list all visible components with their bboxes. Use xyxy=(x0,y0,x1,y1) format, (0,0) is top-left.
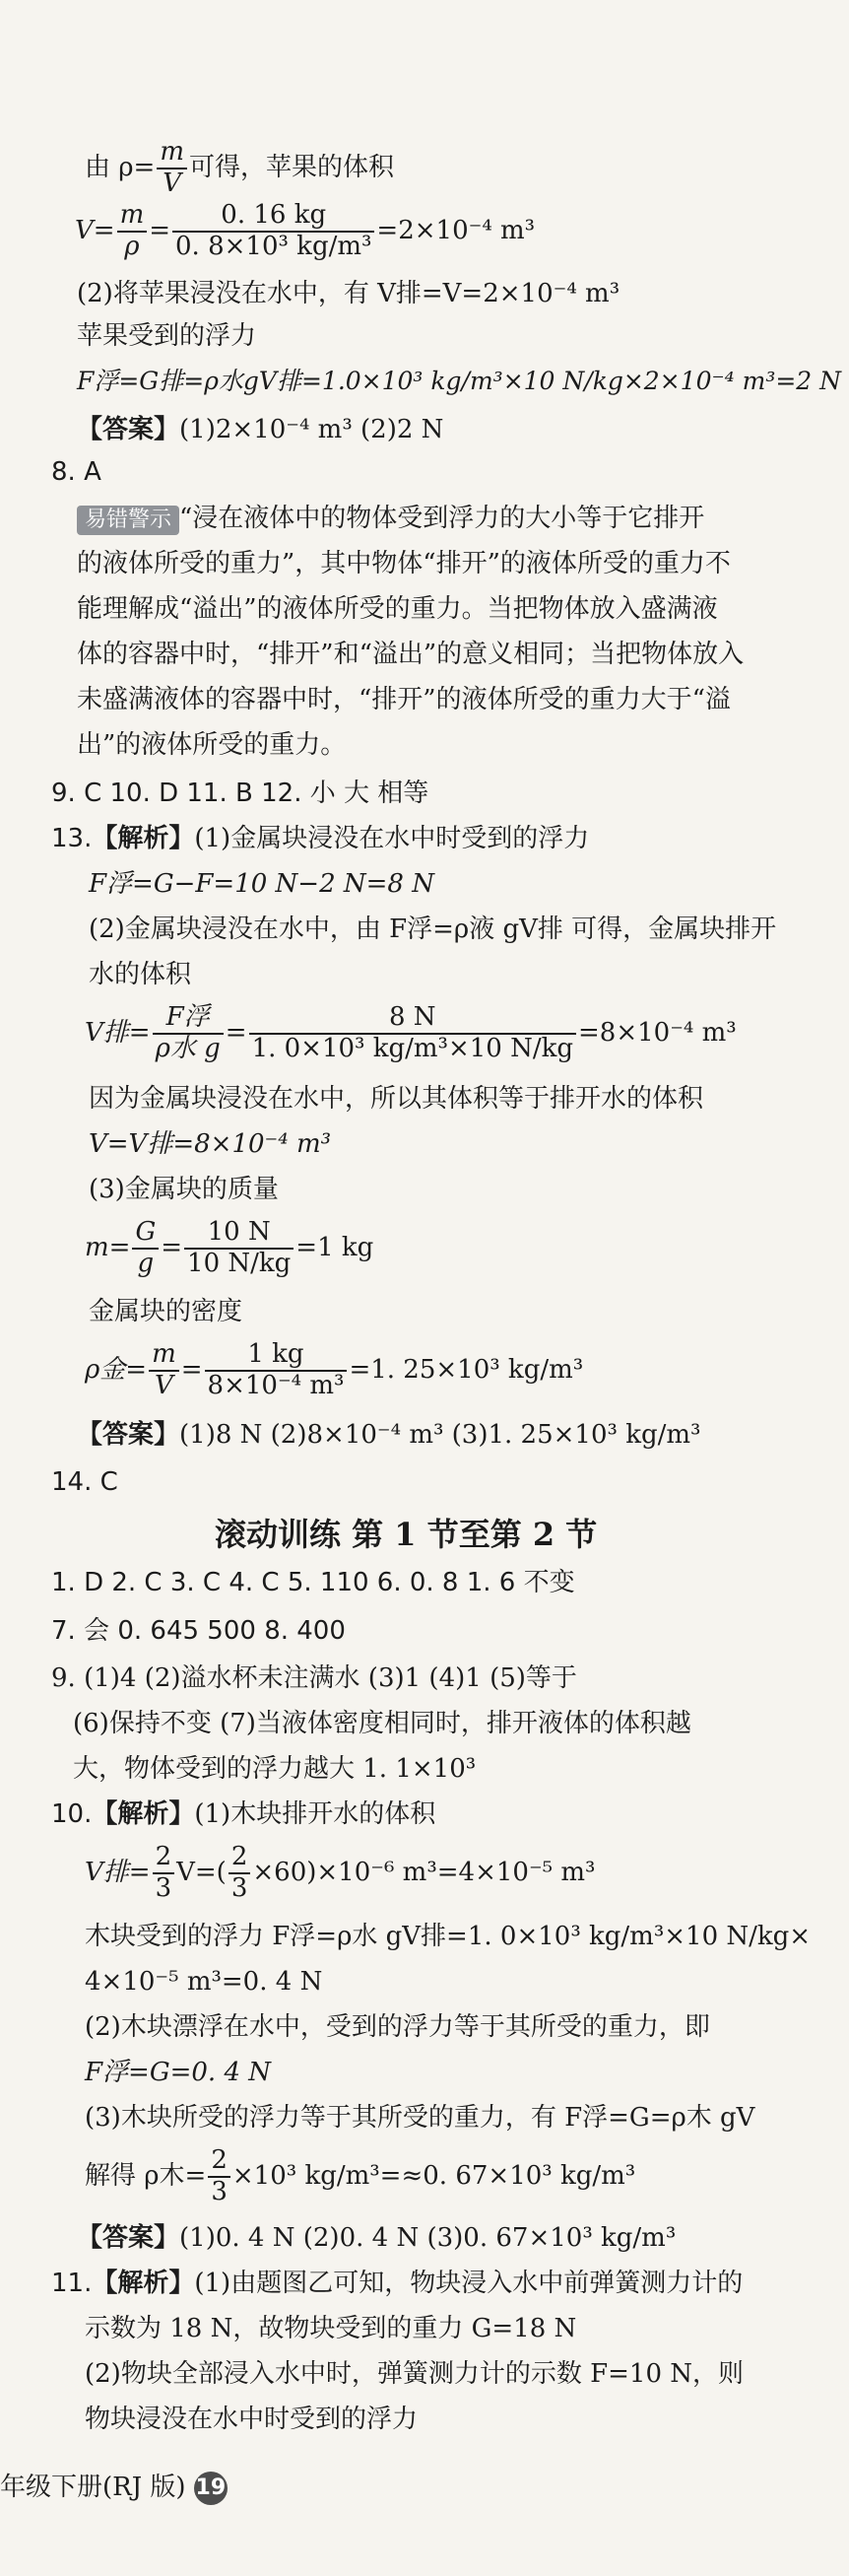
fraction xyxy=(208,2146,230,2207)
text-line: 因为金属块浸没在水中，所以其体积等于排开水的体积 xyxy=(89,1084,704,1114)
text: =2×10⁻⁴ m³ xyxy=(376,215,536,245)
text-line: 4×10⁻⁵ m³=0. 4 N xyxy=(85,1967,323,1997)
text: (1)0. 4 N (2)0. 4 N (3)0. 67×10³ kg/m³ xyxy=(179,2223,677,2253)
text-line xyxy=(51,1799,435,1830)
text-line: 苹果受到的浮力 xyxy=(77,321,257,351)
text-line: 未盛满液体的容器中时，“排开”的液体所受的重力大于“溢 xyxy=(77,685,731,714)
numerator: 2 xyxy=(211,2145,228,2175)
text: m= xyxy=(85,1232,131,1262)
formula-line xyxy=(85,1003,737,1064)
text-line: 的液体所受的重力”，其中物体“排开”的液体所受的重力不 xyxy=(77,549,731,578)
numerator: 10 N xyxy=(207,1217,271,1247)
fraction xyxy=(157,138,187,199)
formula-line xyxy=(85,2146,635,2207)
footer-text: 年级下册(RJ 版) xyxy=(0,2473,186,2502)
numerator: F浮 xyxy=(165,1002,210,1032)
formula-line xyxy=(85,1218,373,1279)
formula-line xyxy=(75,201,535,262)
text: (1)8 N (2)8×10⁻⁴ m³ (3)1. 25×10³ kg/m³ xyxy=(179,1420,701,1450)
numerator: m xyxy=(160,137,184,167)
text-line: (2)物块全部浸入水中时，弹簧测力计的示数 F=10 N，则 xyxy=(85,2359,745,2389)
item-number: 11. xyxy=(51,2269,93,2298)
text: =1. 25×10³ kg/m³ xyxy=(349,1354,584,1385)
text: V=( xyxy=(176,1857,227,1887)
analysis-label: 【解析】 xyxy=(92,824,195,853)
text-line: 能理解成“溢出”的液体所受的重力。当把物体放入盛满液 xyxy=(77,594,718,624)
text-line: (2)木块漂浮在水中，受到的浮力等于其所受的重力，即 xyxy=(85,2012,710,2042)
denominator: 10 N/kg xyxy=(184,1248,294,1279)
answer-line xyxy=(77,2223,676,2254)
denominator: g xyxy=(132,1248,159,1279)
section-heading: 滚动训练 第 1 节至第 2 节 xyxy=(215,1516,598,1553)
text: (1)金属块浸没在水中时受到的浮力 xyxy=(194,824,590,853)
item-number: 10. xyxy=(51,1799,93,1829)
fraction xyxy=(249,1003,576,1064)
text-line: 木块受到的浮力 F浮=ρ水 gV排=1. 0×10³ kg/m³×10 N/kg× xyxy=(85,1922,812,1951)
denominator: ρ水 g xyxy=(153,1033,224,1064)
text-line: 物块浸没在水中时受到的浮力 xyxy=(85,2405,419,2434)
denominator: V xyxy=(149,1370,179,1401)
text-line: 大，物体受到的浮力越大 1. 1×10³ xyxy=(73,1754,477,1784)
text: V排= xyxy=(85,1017,151,1048)
numerator: 2 xyxy=(230,1842,248,1871)
numerator: G xyxy=(135,1217,157,1247)
text: = xyxy=(149,215,171,245)
denominator: 1. 0×10³ kg/m³×10 N/kg xyxy=(249,1033,576,1064)
text: 可得，苹果的体积 xyxy=(189,152,395,182)
denominator: 3 xyxy=(229,1872,251,1904)
text-line xyxy=(77,504,704,535)
formula-line: F浮=G=0. 4 N xyxy=(85,2058,272,2087)
formula-line: F浮=G排=ρ水gV排=1.0×10³ kg/m³×10 N/kg×2×10⁻⁴ m³=2 N xyxy=(77,367,842,395)
text-line: 金属块的密度 xyxy=(89,1297,243,1326)
text: V= xyxy=(75,215,115,245)
text-line: (2)将苹果浸没在水中，有 V排=V=2×10⁻⁴ m³ xyxy=(77,279,620,308)
denominator: 3 xyxy=(208,2176,230,2207)
page-footer xyxy=(0,2472,228,2505)
text-line: (3)木块所受的浮力等于其所受的重力，有 F浮=G=ρ木 gV xyxy=(85,2103,755,2133)
page-number: 19 xyxy=(194,2472,228,2505)
answer-line xyxy=(77,1420,700,1451)
denominator: ρ xyxy=(117,231,148,262)
item-number: 13. xyxy=(51,824,93,853)
numerator: 1 kg xyxy=(247,1339,304,1369)
fraction xyxy=(184,1218,294,1279)
fraction xyxy=(149,1340,179,1401)
fraction xyxy=(205,1340,348,1401)
text-line: (3)金属块的质量 xyxy=(89,1175,279,1204)
fraction xyxy=(132,1218,159,1279)
text: (1)木块排开水的体积 xyxy=(194,1799,436,1829)
answer-item: 14. C xyxy=(51,1467,118,1497)
denominator: 0. 8×10³ kg/m³ xyxy=(172,231,374,262)
text: (1)2×10⁻⁴ m³ (2)2 N xyxy=(179,415,444,444)
answer-label: 【答案】 xyxy=(77,1420,180,1450)
text: “浸在液体中的物体受到浮力的大小等于它排开 xyxy=(179,504,705,533)
fraction xyxy=(172,201,374,262)
analysis-label: 【解析】 xyxy=(92,2269,195,2298)
fraction xyxy=(117,201,148,262)
formula-line xyxy=(85,1843,595,1904)
answer-label: 【答案】 xyxy=(77,415,180,444)
line xyxy=(85,138,394,199)
text: 由 ρ= xyxy=(85,152,156,182)
answer-label: 【答案】 xyxy=(77,2223,180,2253)
text: =1 kg xyxy=(295,1232,374,1262)
text-line: (2)金属块浸没在水中，由 F浮=ρ液 gV排 可得，金属块排开 xyxy=(89,915,777,944)
text: = xyxy=(180,1354,203,1385)
text-line: 水的体积 xyxy=(89,960,192,989)
text: 解得 ρ木= xyxy=(85,2160,207,2191)
analysis-label: 【解析】 xyxy=(92,1799,195,1829)
numerator: m xyxy=(152,1339,176,1369)
formula-line: V=V排=8×10⁻⁴ m³ xyxy=(89,1129,332,1159)
text: (1)由题图乙可知，物块浸入水中前弹簧测力计的 xyxy=(194,2269,744,2298)
denominator: 3 xyxy=(153,1872,175,1904)
fraction xyxy=(153,1003,224,1064)
answer-item: 1. D 2. C 3. C 4. C 5. 110 6. 0. 8 1. 6 不变 xyxy=(51,1568,575,1597)
formula-line xyxy=(85,1340,583,1401)
numerator: m xyxy=(119,200,145,230)
answer-line xyxy=(77,415,443,445)
text: ρ金= xyxy=(85,1354,148,1385)
text: =8×10⁻⁴ m³ xyxy=(578,1017,737,1048)
text: ×10³ kg/m³=≈0. 67×10³ kg/m³ xyxy=(231,2160,636,2191)
fraction xyxy=(153,1843,175,1904)
text-line: 出”的液体所受的重力。 xyxy=(77,730,347,760)
answer-item: 8. A xyxy=(51,457,101,487)
text-line xyxy=(51,2269,743,2299)
text: ×60)×10⁻⁶ m³=4×10⁻⁵ m³ xyxy=(252,1857,596,1887)
answer-item: 9. (1)4 (2)溢水杯未注满水 (3)1 (4)1 (5)等于 xyxy=(51,1663,577,1693)
numerator: 2 xyxy=(155,1842,172,1871)
text-line xyxy=(51,824,589,854)
denominator: 8×10⁻⁴ m³ xyxy=(205,1370,348,1401)
fraction xyxy=(229,1843,251,1904)
text: = xyxy=(225,1017,247,1048)
text-line: 示数为 18 N，故物块受到的重力 G=18 N xyxy=(85,2314,577,2343)
numerator: 0. 16 kg xyxy=(221,200,327,230)
answer-item: 7. 会 0. 645 500 8. 400 xyxy=(51,1616,346,1646)
numerator: 8 N xyxy=(389,1002,436,1032)
denominator: V xyxy=(157,168,187,199)
text: = xyxy=(161,1232,183,1262)
text: V排= xyxy=(85,1857,151,1887)
warning-tag: 易错警示 xyxy=(77,506,179,535)
formula-line: F浮=G−F=10 N−2 N=8 N xyxy=(89,869,434,899)
text-line: 体的容器中时，“排开”和“溢出”的意义相同；当把物体放入 xyxy=(77,640,745,669)
answer-item: 9. C 10. D 11. B 12. 小 大 相等 xyxy=(51,779,429,808)
text-line: (6)保持不变 (7)当液体密度相同时，排开液体的体积越 xyxy=(73,1709,691,1738)
